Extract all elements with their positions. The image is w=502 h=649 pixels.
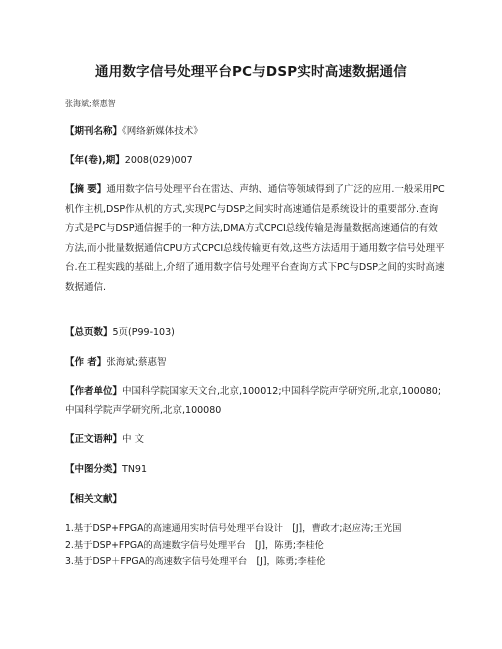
reference-item: 3.基于DSP＋FPGA的高速数字信号处理平台 [J]，陈勇;李桂伦 (65, 556, 326, 567)
field-language (65, 430, 445, 449)
field-year-issue (65, 151, 445, 170)
reference-item: 2.基于DSP+FPGA的高速数字信号处理平台 [J]，陈勇;李桂伦 (65, 539, 324, 551)
field-label: 【正文语种】 (65, 434, 123, 445)
field-value: 5页(P99-103) (112, 327, 175, 338)
field-value: TN91 (122, 464, 148, 475)
field-pages (65, 323, 445, 342)
reference-item: 1.基于DSP+FPGA的高速通用实时信号处理平台设计 [J]，曹政才;赵应涛;王光国 (65, 523, 402, 534)
field-affiliation (65, 382, 445, 420)
field-authors (65, 353, 445, 372)
author-byline: 张海斌;蔡惠智 (65, 99, 116, 108)
field-value: 2008(029)007 (124, 155, 193, 166)
field-classification (65, 460, 445, 479)
field-label: 【相关文献】 (65, 494, 123, 505)
field-abstract (65, 180, 445, 298)
field-value: 中 文 (122, 434, 145, 445)
field-journal (65, 122, 445, 141)
field-value: 张海斌;蔡惠智 (106, 357, 167, 368)
field-value: 中国科学院国家天文台,北京,100012;中国科学院声学研究所,北京,100080;中国科学院声学研究所,北京,100080 (65, 386, 442, 416)
field-value: 通用数字信号处理平台在雷达、声纳、通信等领域得到了广泛的应用.一般采用PC机作主机,DSP作从机的方式,实现PC与DSP之间实时高速通信是系统设计的重要部分.查询方式是PC与DSP通信握手的一种方法,DMA方式CPCI总线传输是海量数据高速通信的有效方法,而小批量数据通信CPU方式CPCI总线传输更有效,这些方法适用于通用数字信号处理平台.在工程实践的基础上,介绍了通用数字信号处理平台查询方式下PC与DSP之间的实时高速数据通信. (65, 184, 445, 293)
field-label: 【中图分类】 (65, 464, 123, 475)
field-label: 【作 者】 (65, 357, 107, 368)
document-title: 通用数字信号处理平台PC与DSP实时高速数据通信 (95, 64, 407, 80)
reference-list (65, 521, 455, 571)
field-label: 【作者单位】 (65, 386, 123, 397)
field-label: 【年(卷),期】 (65, 155, 125, 166)
field-label: 【期刊名称】 (65, 126, 123, 137)
field-references-heading (65, 490, 445, 509)
field-value: 《网络新媒体技术》 (122, 126, 203, 137)
field-label: 【总页数】 (65, 327, 113, 338)
field-label: 【摘 要】 (65, 184, 107, 195)
